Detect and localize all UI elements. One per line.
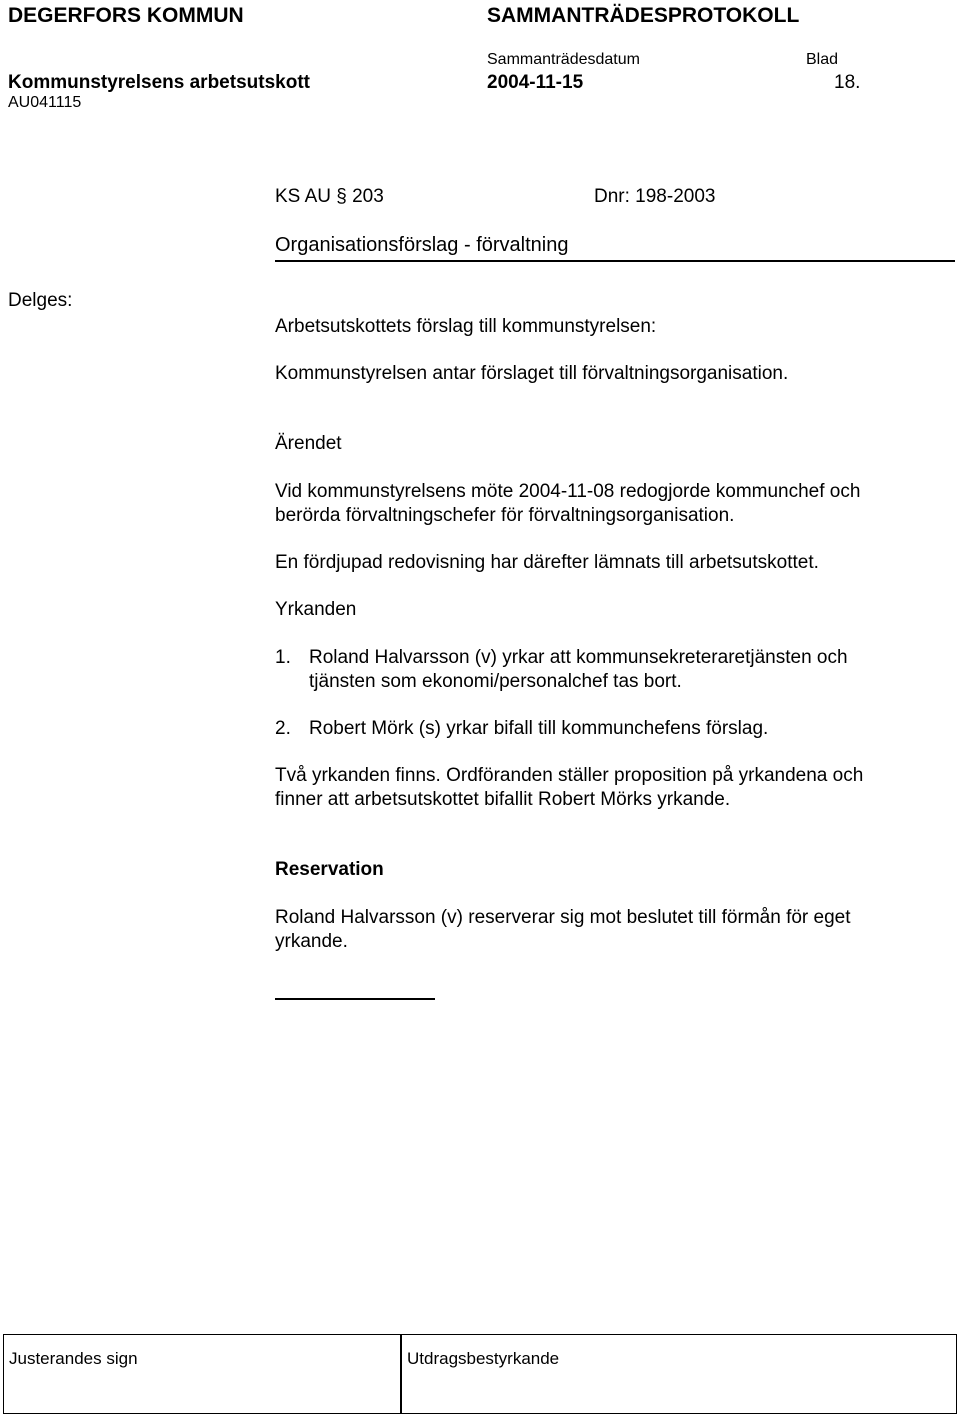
section-end-rule (275, 998, 435, 1000)
date-label: Sammanträdesdatum (487, 51, 640, 68)
reservation-text-line: Roland Halvarsson (v) reserverar sig mot beslutet till förmån för eget (275, 907, 851, 928)
matter-paragraph: En fördjupad redovisning har därefter lämnats till arbetsutskottet. (275, 552, 819, 573)
org-name: DEGERFORS KOMMUN (8, 4, 244, 27)
matter-paragraph-line: Vid kommunstyrelsens möte 2004-11-08 redogjorde kommunchef och (275, 481, 861, 502)
title-underline (275, 260, 955, 262)
meeting-date: 2004-11-15 (487, 72, 584, 93)
matter-heading: Ärendet (275, 433, 342, 454)
footer-divider (400, 1334, 402, 1414)
extract-verification-label: Utdragsbestyrkande (407, 1349, 560, 1368)
signature-footer (3, 1334, 957, 1414)
motion-number: 1. (275, 647, 291, 668)
reservation-heading: Reservation (275, 859, 384, 880)
proposal-text: Kommunstyrelsen antar förslaget till förvaltningsorganisation. (275, 363, 789, 384)
case-title: Organisationsförslag - förvaltning (275, 234, 569, 256)
document-type: SAMMANTRÄDESPROTOKOLL (487, 4, 800, 27)
case-dnr: Dnr: 198-2003 (594, 186, 716, 207)
signature-label: Justerandes sign (9, 1349, 138, 1368)
proposal-heading: Arbetsutskottets förslag till kommunstyrelsen: (275, 316, 657, 337)
distribution-label: Delges: (8, 290, 73, 311)
matter-paragraph-line: berörda förvaltningschefer för förvaltningsorganisation. (275, 505, 735, 526)
motion-text-line: tjänsten som ekonomi/personalchef tas bort. (309, 671, 682, 692)
reference-code: AU041115 (8, 94, 82, 111)
committee-name: Kommunstyrelsens arbetsutskott (8, 72, 310, 93)
page-label: Blad (806, 51, 839, 68)
motions-conclusion-line: Två yrkanden finns. Ordföranden ställer proposition på yrkandena och (275, 765, 864, 786)
motion-text-line: Roland Halvarsson (v) yrkar att kommunsekreteraretjänsten och (309, 647, 848, 668)
motion-text-line: Robert Mörk (s) yrkar bifall till kommunchefens förslag. (309, 718, 769, 739)
motions-heading: Yrkanden (275, 599, 357, 620)
case-number: KS AU § 203 (275, 186, 384, 207)
motion-number: 2. (275, 718, 291, 739)
reservation-text-line: yrkande. (275, 931, 348, 952)
motions-conclusion-line: finner att arbetsutskottet bifallit Robert Mörks yrkande. (275, 789, 731, 810)
page-number: 18. (834, 72, 861, 93)
